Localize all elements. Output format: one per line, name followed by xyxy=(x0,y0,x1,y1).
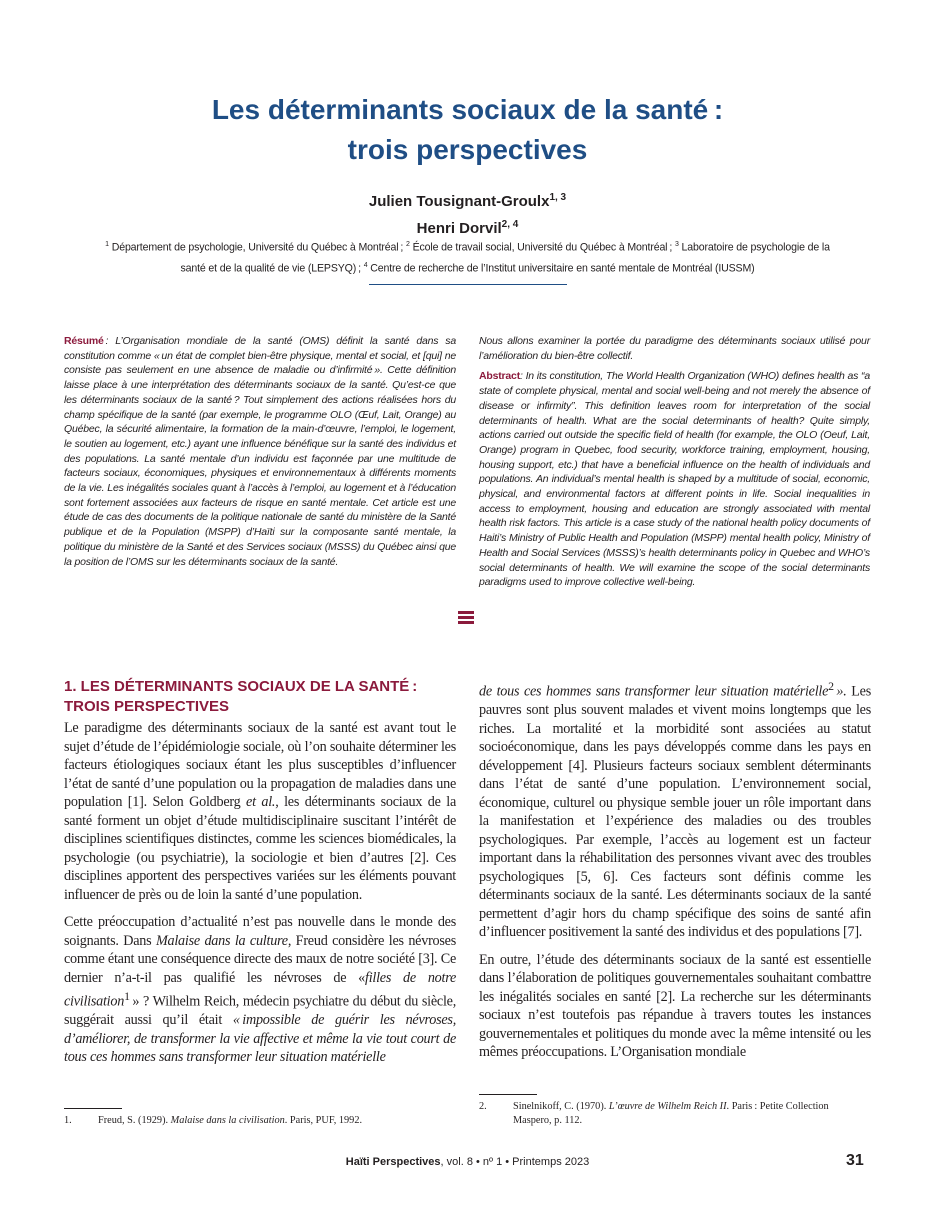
abstract-en-label: Abstract xyxy=(479,370,520,383)
abstract-french: Résumé : L’Organisation mondiale de la santé (OMS) définit la santé dans sa constitution comme « un état de complet bien-être physique, mental et social, et [qui] ne consiste pas seulement en une absence de maladie ou d’infirmité ». Cette définition laisse place à une interprétation des déterminants sociaux de la santé. Qu’est-ce que les déterminants sociaux de la santé ? Tout simplement des actions réalisées hors du champ spécifique de la santé (par exemple, le programme OLO (Œuf, Lait, Orange) au Québec, la sécurité alimentaire, la formation de la main-d’œuvre, l’emploi, le logement, le soutien au logement, etc.) ayant une influence bénéfique sur la santé des individus et des populations. La santé mentale d’un individu est façonnée par une multitude de facteurs sociaux, économiques, physiques et environnementaux à différents moments de la vie. Les inégalités sociales quant à l’accès à l’emploi, au logement et à l’éducation sont fortement associées aux facteurs de risque en santé mentale. Cet article est une étude de cas des documents de la politique nationale de santé du ministère de la Santé publique et de la Population (MSPP) d’Haïti sur la composante santé mentale, la politique du ministère de la Santé et des Services sociaux (MSSS) du Québec ainsi que la position de l’OMS sur les déterminants sociaux de la santé. xyxy=(64,335,456,568)
title-line-1: Les déterminants sociaux de la santé : xyxy=(211,94,724,125)
footnote-rule-right xyxy=(479,1094,537,1095)
section-heading: 1. LES DÉTERMINANTS SOCIAUX DE LA SANTÉ : TROIS PERSPECTIVES xyxy=(64,678,418,715)
affiliations: $^1$ Département de psychologie, Université du Québec à Montréal ; $^2$ École de travail social, Université du Québec à Montréal ; $^3$ Laboratoire de psychologie de la santé et de la qualité de vie (LEPSYQ) ; $^4$ Centre de recherche de l’Institut universitaire en santé mentale de Montréal (IUSSM) xyxy=(105,241,830,275)
author-1: Julien Tousignant-Groulx$^{1, 3}$ xyxy=(368,192,567,210)
body-column-left xyxy=(64,677,456,1076)
authors xyxy=(0,186,935,240)
abstract-fr-text-continued: Nous allons examiner la portée du paradigme des déterminants sociaux utilisé pour l’amélioration du bien-être collectif. xyxy=(479,335,870,362)
footnote-1: 1. Freud, S. (1929). Malaise dans la civilisation. Paris, PUF, 1992. xyxy=(64,1115,363,1126)
article-title xyxy=(0,90,935,170)
abstract-en-text: In its constitution, The World Health Organization (WHO) defines health as “a state of complete physical, mental and social well-being and not merely the absence of disease or infirmity”. This definition leaves room for interpretation of the social determinants of health. What are the social determinants of health? Quite simply, actions carried out outside the specific field of health (for example, the OLO (Oeuf, Lait, Orange) program in Quebec, food security, workforce training, employment, housing, housing support, etc.) that have a beneficial influence on the health of individuals and populations. An individual’s mental health is shaped by a multitude of social, economic, physical, and environmental factors at different points in life. Social inequalities in access to employment, housing and education are strongly associated with mental health risk factors. This article is a case study of the national health policy documents of Haiti’s Ministry of Public Health and Population (MSPP) mental health policy, Ministry of Health and Social Services (MSSS)’s health determinants policy in Quebec and WHO’s social determinants of health. We will examine the scope of the social determinants paradigms used to improve collective well-being. xyxy=(479,370,870,589)
paragraph-2: Cette préoccupation d’actualité n’est pas nouvelle dans le monde des soignants. Dans Malaise dans la culture, Freud considère les névroses comme étant une conséquence directe des maux de notre société [3]. Ce dernier n’a-t-il pas qualifié les névroses de «filles de notre civilisation$^1$ » ? Wilhelm Reich, médecin psychiatre du début du siècle, suggérait aussi qu’il était « impossible de guérir les névroses, d’améliorer, de transformer la vie affective et même la vie tout court de tous ces hommes sans transformer leur situation matérielle xyxy=(64,914,456,1066)
author-2: Henri Dorvil$^{2, 4}$ xyxy=(416,219,519,237)
page-footer: Haïti Perspectives, vol. 8 • nº 1 • Printemps 2023 xyxy=(345,1156,590,1168)
footnote-2: 2. Sinelnikoff, C. (1970). L’œuvre de Wilhelm Reich II. Paris : Petite Collection Maspero, p. 112. xyxy=(479,1101,829,1126)
body-column-right xyxy=(479,677,871,1071)
paragraph-2-continued: de tous ces hommes sans transformer leur situation matérielle$^2$ ». Les pauvres sont plus souvent malades et vivent moins longtemps que les riches. La mortalité et la morbidité sont associées au statut socioéconomique, dans les pays développés comme dans les pays en développement [4]. Plusieurs facteurs sociaux semblent déterminants dans l’état de santé d’une population. L’environnement social, économique, culturel ou physique semble jouer un rôle important dans la manifestation et l’expérience des maladies ou des troubles psychologiques. Par exemple, l’accès au logement est un facteur important dans la réhabilitation des personnes vivant avec des troubles psychologiques [5, 6]. Ces facteurs sont définis comme les déterminants sociaux de la santé. Les déterminants sociaux de la santé permettent d’agir hors du champ spécifique des soins de santé afin d’influencer positivement la santé des individus et des populations [7]. xyxy=(479,679,871,941)
menu-icon xyxy=(458,611,474,625)
page-number: 31 xyxy=(846,1152,864,1169)
title-line-2: trois perspectives xyxy=(347,134,588,165)
paragraph-1: Le paradigme des déterminants sociaux de la santé est avant tout le sujet d’étude de l’épidémiologie sociale, où l’on souhaite déterminer les facteurs étiologiques sociaux étant les plus susceptibles d’influencer l’état de santé d’une population ou la propagation de maladies dans une population [1]. Selon Goldberg et al., les déterminants sociaux de la santé forment un objet d’étude multidisciplinaire suscitant l’intérêt de disciplines scientifiques distinctes, comme les sciences biomédicales, la psychologie (ou psychiatrie), la sociologie et bien d’autres [2]. Ces disciplines apportent des perspectives variées sur les éléments pouvant influencer de près ou de loin la santé d’une population. xyxy=(64,720,456,903)
abstract-english: Nous allons examiner la portée du paradigme des déterminants sociaux utilisé pour l’amélioration du bien-être collectif. Abstract: In its constitution, The World Health Organization (WHO) defines health as “a state of complete physical, mental and social well-being and not merely the absence of disease or infirmity”. This definition leaves room for interpretation of the social determinants of health. What are the social determinants of health? Quite simply, actions carried out outside the specific field of health (for example, the OLO (Oeuf, Lait, Orange) program in Quebec, food security, workforce training, employment, housing, housing support, etc.) that have a beneficial influence on the health of individuals and populations. An individual’s mental health is shaped by a multitude of social, economic, physical, and environmental factors at different points in life. Social inequalities in access to employment, housing and education are strongly associated with mental health risk factors. This article is a case study of the national health policy documents of Haiti’s Ministry of Public Health and Population (MSPP) mental health policy, Ministry of Health and Social Services (MSSS)’s health determinants policy in Quebec and WHO’s social determinants of health. We will examine the scope of the social determinants paradigms used to improve collective well-being. xyxy=(479,335,870,589)
paragraph-3: En outre, l’étude des déterminants sociaux de la santé est essentielle dans l’élaboration de politiques gouvernementales souhaitant combattre les inégalités sociales en santé [2]. La recherche sur les déterminants sociaux n’est toutefois pas répandue à travers toutes les instances gouvernementales et politiques du monde avec la même intensité ou les mêmes préoccupations. L’Organisation mondiale xyxy=(479,951,871,1061)
abstract-fr-label: Résumé xyxy=(64,335,104,347)
abstract-fr-text: L’Organisation mondiale de la santé (OMS) définit la santé dans sa constitution comme « un état de complet bien-être physique, mental et social, et [qui] ne consiste pas seulement en une absence de maladie ou d’infirmité ». Cette définition laisse place à une interprétation des déterminants sociaux de la santé. Qu’est-ce que les déterminants sociaux de la santé ? Tout simplement des actions réalisées hors du champ spécifique de la santé (par exemple, le programme OLO (Œuf, Lait, Orange) au Québec, la sécurité alimentaire, la formation de la main-d’œuvre, l’emploi, le logement, le soutien au logement, etc.) ayant une influence bénéfique sur la santé des individus et des populations. La santé mentale d’un individu est façonnée par une multitude de facteurs sociaux, économiques, physiques et environnementaux à différents moments de la vie. Les inégalités sociales quant à l’accès à l’emploi, au logement et à l’éducation sont fortement associées aux facteurs de risque en santé mentale. Cet article est une étude de cas des documents de la politique nationale de santé du ministère de la Santé publique et de la Population (MSPP) d’Haïti sur la composante santé mentale, la politique du ministère de la Santé et des Services sociaux (MSSS) du Québec ainsi que la position de l’OMS sur les déterminants sociaux de la santé. xyxy=(64,335,456,568)
footnote-rule-left xyxy=(64,1108,122,1109)
title-divider xyxy=(369,284,567,285)
